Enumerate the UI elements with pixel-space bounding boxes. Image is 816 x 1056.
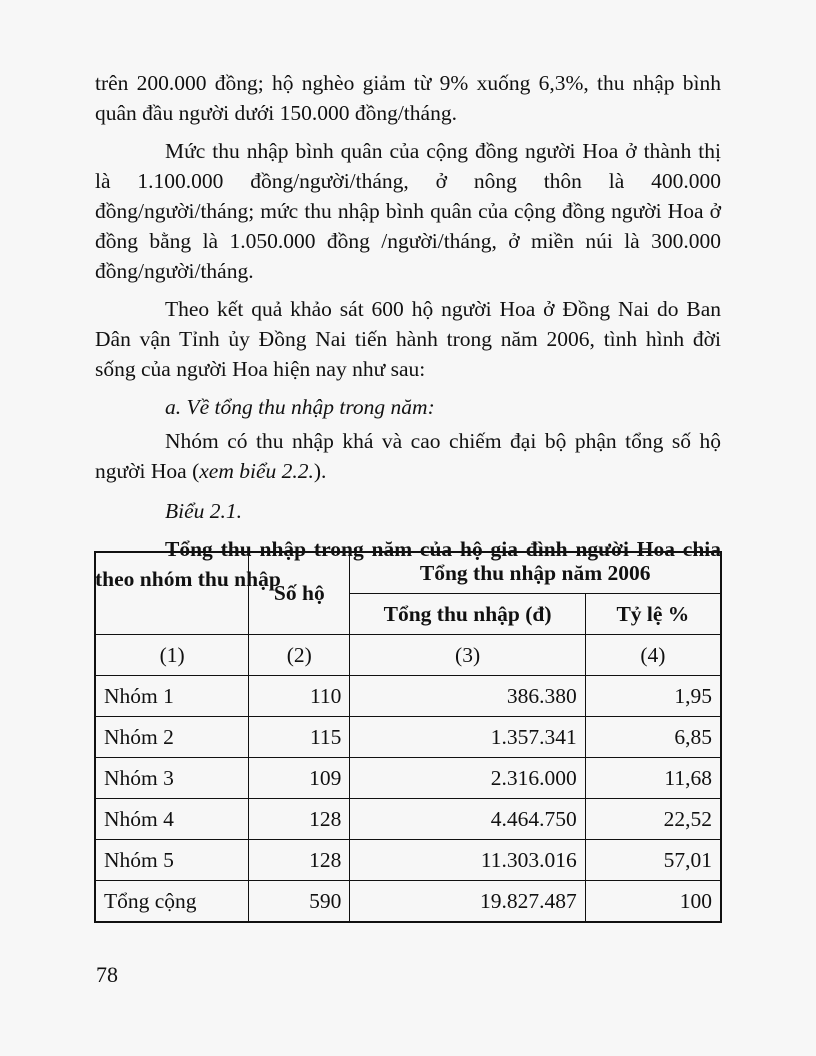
- percentage: 100: [585, 881, 721, 923]
- table-row: [95, 676, 721, 717]
- table-row: [95, 758, 721, 799]
- percentage: 11,68: [585, 758, 721, 799]
- paragraph-5-end: ).: [313, 459, 327, 483]
- body-text: [95, 68, 721, 594]
- group-name: Nhóm 4: [95, 799, 249, 840]
- column-number-row: [95, 635, 721, 676]
- paragraph-5-text: Nhóm có thu nhập khá và cao chiếm đại bộ phận tổng số hộ người Hoa (: [95, 429, 721, 483]
- household-count: 110: [249, 676, 350, 717]
- total-income: 11.303.016: [350, 840, 585, 881]
- table-total-row: [95, 881, 721, 923]
- table-row: [95, 840, 721, 881]
- header-empty-cell: [95, 552, 249, 635]
- household-count: 128: [249, 840, 350, 881]
- household-count: 128: [249, 799, 350, 840]
- table-title: Tổng thu nhập trong năm của hộ gia đình người Hoa chia theo nhóm thu nhập: [95, 537, 721, 591]
- subheading-a: a. Về tổng thu nhập trong năm:: [165, 395, 435, 419]
- group-name: Tổng cộng: [95, 881, 249, 923]
- table-row: [95, 717, 721, 758]
- total-income: 2.316.000: [350, 758, 585, 799]
- household-count: 109: [249, 758, 350, 799]
- paragraph-2: Mức thu nhập bình quân của cộng đồng người Hoa ở thành thị là 1.100.000 đồng/người/tháng, ở nông thôn là 400.000 đồng/người/tháng; mức thu nhập bình quân của cộng đồng người Hoa ở đồng bằng là 1.050.000 đồng /người/tháng, ở miền núi là 300.000 đồng/người/tháng.: [95, 139, 721, 283]
- paragraph-3: Theo kết quả khảo sát 600 hộ người Hoa ở Đồng Nai do Ban Dân vận Tỉnh ủy Đồng Nai tiến hành trong năm 2006, tình hình đời sống của người Hoa hiện nay như sau:: [95, 297, 721, 381]
- page-number: 78: [96, 962, 118, 987]
- column-number: (2): [249, 635, 350, 676]
- total-income: 386.380: [350, 676, 585, 717]
- group-name: Nhóm 1: [95, 676, 249, 717]
- percentage: 57,01: [585, 840, 721, 881]
- header-so-ho: Số hộ: [249, 552, 350, 635]
- header-group: Tổng thu nhập năm 2006: [350, 552, 721, 594]
- header-ty-le: Tỷ lệ %: [585, 594, 721, 635]
- paragraph-1: trên 200.000 đồng; hộ nghèo giảm từ 9% xuống 6,3%, thu nhập bình quân đầu người dưới 150.000 đồng/tháng.: [95, 71, 721, 125]
- table-row: [95, 799, 721, 840]
- column-number: (3): [350, 635, 585, 676]
- percentage: 1,95: [585, 676, 721, 717]
- household-count: 590: [249, 881, 350, 923]
- group-name: Nhóm 5: [95, 840, 249, 881]
- group-name: Nhóm 3: [95, 758, 249, 799]
- paragraph-5: [95, 426, 721, 486]
- percentage: 6,85: [585, 717, 721, 758]
- column-number: (1): [95, 635, 249, 676]
- total-income: 4.464.750: [350, 799, 585, 840]
- table-header-row: [95, 552, 721, 594]
- income-table: [94, 551, 722, 923]
- total-income: 1.357.341: [350, 717, 585, 758]
- cross-reference: xem biểu 2.2.: [199, 459, 314, 483]
- household-count: 115: [249, 717, 350, 758]
- header-tong-thu-nhap: Tổng thu nhập (đ): [350, 594, 585, 635]
- column-number: (4): [585, 635, 721, 676]
- table-label: Biểu 2.1.: [165, 499, 243, 523]
- total-income: 19.827.487: [350, 881, 585, 923]
- percentage: 22,52: [585, 799, 721, 840]
- group-name: Nhóm 2: [95, 717, 249, 758]
